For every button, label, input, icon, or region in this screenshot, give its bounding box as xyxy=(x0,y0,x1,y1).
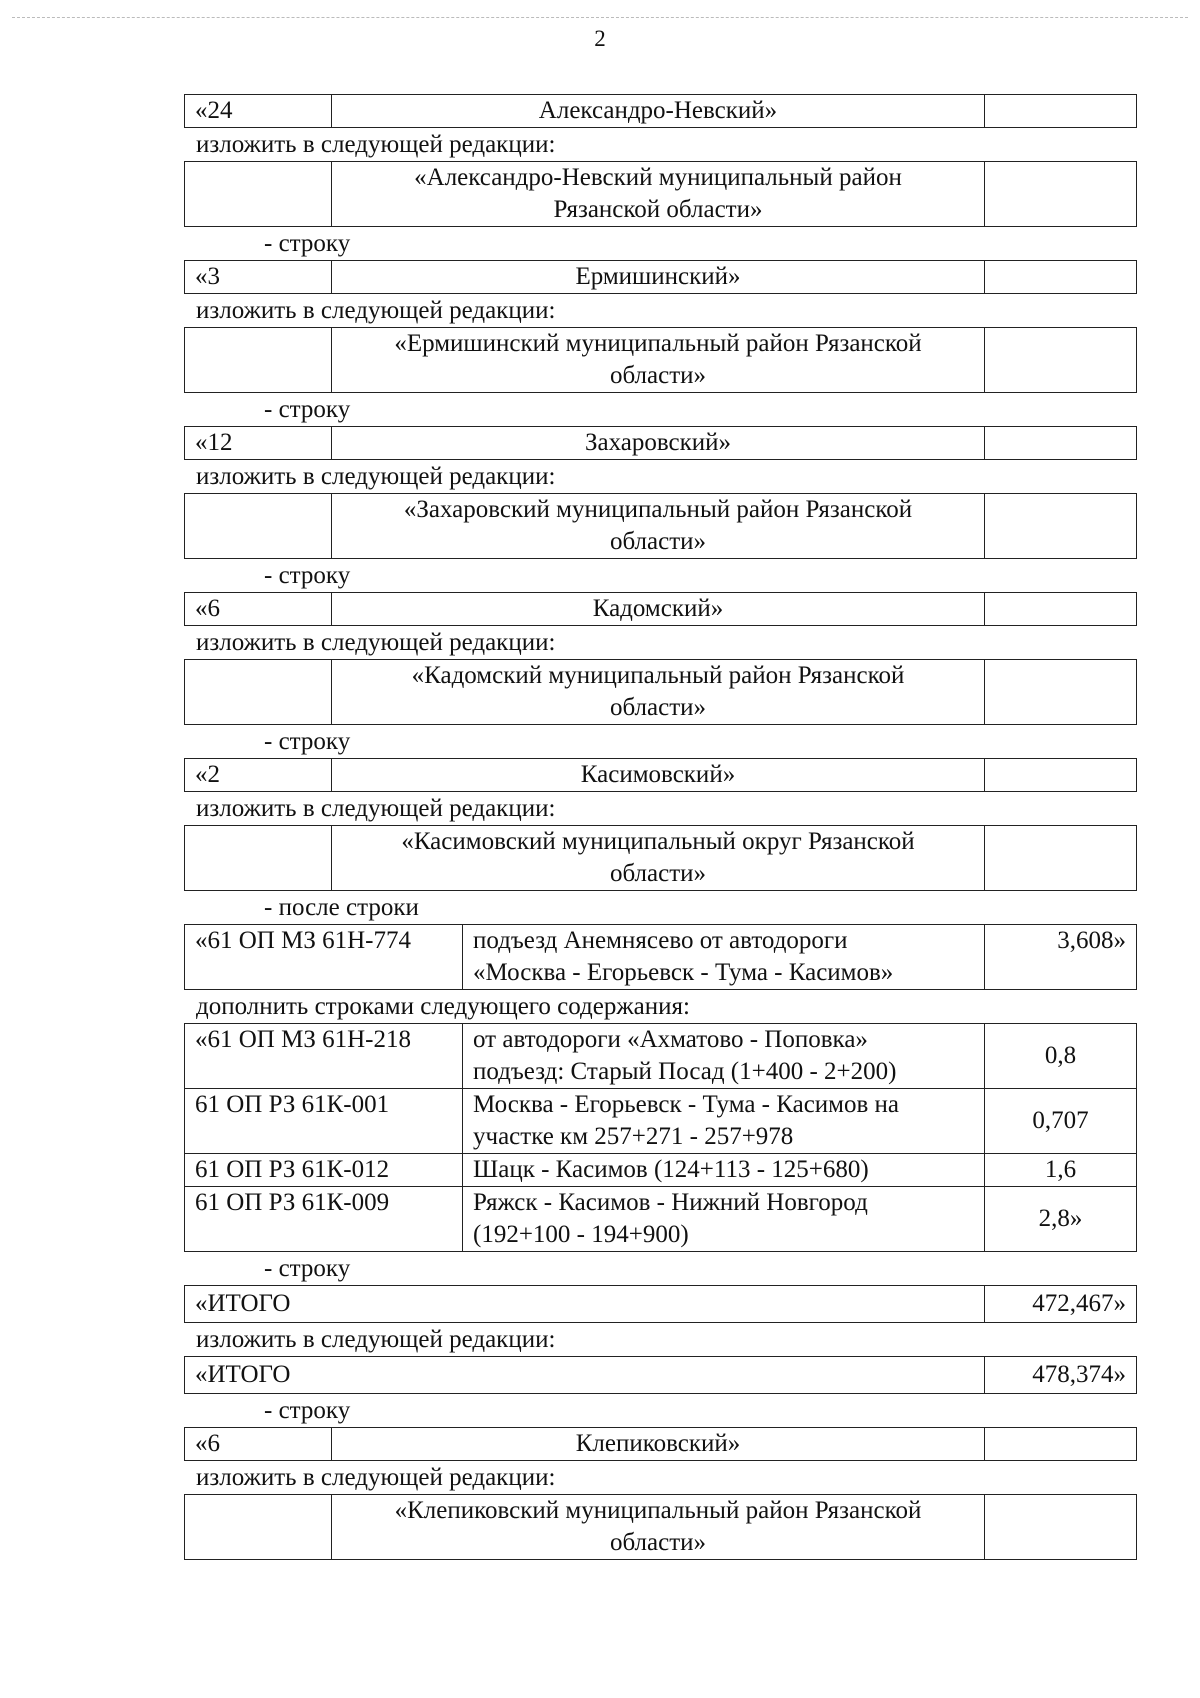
table-row xyxy=(185,328,1137,393)
empty-cell xyxy=(985,494,1137,559)
row-number: «6 xyxy=(185,593,332,626)
marker-text: - строку xyxy=(264,728,351,755)
empty-cell xyxy=(185,1495,332,1560)
new-district-name xyxy=(332,328,985,393)
marker-text: - строку xyxy=(264,396,351,423)
new-name-table xyxy=(184,161,1137,227)
road-code: «61 ОП МЗ 61Н-218 xyxy=(185,1024,463,1089)
empty-cell xyxy=(185,162,332,227)
road-length: 0,707 xyxy=(985,1089,1137,1154)
district-name: Александро-Невский» xyxy=(332,95,985,128)
road-name xyxy=(463,925,985,990)
new-district-name xyxy=(332,826,985,891)
new-name-table xyxy=(184,659,1137,725)
road-row-table xyxy=(184,924,1137,990)
name-line: участке км 257+271 - 257+978 xyxy=(473,1123,794,1150)
instruction-text: дополнить строками следующего содержания: xyxy=(196,993,690,1020)
district-row-table xyxy=(184,426,1137,460)
table-row xyxy=(185,925,1137,990)
table-row xyxy=(185,1024,1137,1089)
new-name-table xyxy=(184,327,1137,393)
name-line: от автодороги «Ахматово - Поповка» xyxy=(473,1026,868,1053)
instruction-text: изложить в следующей редакции: xyxy=(196,297,556,324)
district-name: Захаровский» xyxy=(332,427,985,460)
district-row-table xyxy=(184,94,1137,128)
empty-cell xyxy=(985,162,1137,227)
name-line: области» xyxy=(609,860,707,887)
row-value xyxy=(985,593,1137,626)
empty-cell xyxy=(185,826,332,891)
road-name xyxy=(463,1024,985,1089)
table-row xyxy=(185,494,1137,559)
road-length: 0,8 xyxy=(985,1024,1137,1089)
table-row xyxy=(185,593,1137,626)
table-row xyxy=(185,1286,1137,1323)
row-number: «12 xyxy=(185,427,332,460)
name-line: Москва - Егорьевск - Тума - Касимов на xyxy=(473,1091,900,1118)
table-row xyxy=(185,759,1137,792)
new-name-table xyxy=(184,1494,1137,1560)
road-code: 61 ОП РЗ 61К-001 xyxy=(185,1089,463,1154)
table-row xyxy=(185,1357,1137,1394)
road-code: 61 ОП РЗ 61К-012 xyxy=(185,1154,463,1187)
name-line: подъезд: Старый Посад (1+400 - 2+200) xyxy=(473,1058,897,1085)
marker-text: - после строки xyxy=(264,894,419,921)
empty-cell xyxy=(185,328,332,393)
marker-text: - строку xyxy=(264,562,351,589)
table-row xyxy=(185,1089,1137,1154)
name-line: «Захаровский муниципальный район Рязанской xyxy=(403,496,913,523)
road-name xyxy=(463,1089,985,1154)
new-name-table xyxy=(184,493,1137,559)
district-name: Кадомский» xyxy=(332,593,985,626)
total-label: «ИТОГО xyxy=(185,1286,985,1323)
instruction-text: изложить в следующей редакции: xyxy=(196,463,556,490)
table-row xyxy=(185,1495,1137,1560)
name-line: области» xyxy=(609,1529,707,1556)
empty-cell xyxy=(985,1495,1137,1560)
name-line: Рязанской области» xyxy=(553,196,763,223)
road-name xyxy=(463,1187,985,1252)
row-number: «6 xyxy=(185,1428,332,1461)
instruction-text: изложить в следующей редакции: xyxy=(196,131,556,158)
marker-text: - строку xyxy=(264,230,351,257)
marker-text: - строку xyxy=(264,1255,351,1282)
name-line: Шацк - Касимов (124+113 - 125+680) xyxy=(473,1156,869,1183)
name-line: области» xyxy=(609,694,707,721)
district-name: Ермишинский» xyxy=(332,261,985,294)
road-name xyxy=(463,1154,985,1187)
total-value: 472,467» xyxy=(985,1286,1137,1323)
row-value xyxy=(985,95,1137,128)
table-row xyxy=(185,660,1137,725)
scan-edge-line xyxy=(12,17,1188,18)
empty-cell xyxy=(985,328,1137,393)
district-row-table xyxy=(184,260,1137,294)
page-number: 2 xyxy=(594,26,606,51)
road-length: 2,8» xyxy=(985,1187,1137,1252)
name-line: «Москва - Егорьевск - Тума - Касимов» xyxy=(473,959,894,986)
new-district-name xyxy=(332,660,985,725)
new-district-name xyxy=(332,1495,985,1560)
name-line: «Ермишинский муниципальный район Рязанской xyxy=(394,330,922,357)
name-line: области» xyxy=(609,362,707,389)
empty-cell xyxy=(185,660,332,725)
empty-cell xyxy=(185,494,332,559)
name-line: Ряжск - Касимов - Нижний Новгород xyxy=(473,1189,868,1216)
district-row-table xyxy=(184,592,1137,626)
instruction-text: изложить в следующей редакции: xyxy=(196,629,556,656)
district-row-table xyxy=(184,758,1137,792)
name-line: «Клепиковский муниципальный район Рязанской xyxy=(394,1497,922,1524)
row-number: «24 xyxy=(185,95,332,128)
marker-text: - строку xyxy=(264,1397,351,1424)
name-line: области» xyxy=(609,528,707,555)
table-row xyxy=(185,826,1137,891)
instruction-text: изложить в следующей редакции: xyxy=(196,1326,556,1353)
instruction-text: изложить в следующей редакции: xyxy=(196,1464,556,1491)
table-row xyxy=(185,261,1137,294)
table-row xyxy=(185,1154,1137,1187)
road-length: 3,608» xyxy=(985,925,1137,990)
name-line: «Кадомский муниципальный район Рязанской xyxy=(411,662,905,689)
empty-cell xyxy=(985,826,1137,891)
road-length: 1,6 xyxy=(985,1154,1137,1187)
total-new-table xyxy=(184,1356,1137,1394)
document-body xyxy=(184,94,1136,1560)
name-line: подъезд Анемнясево от автодороги xyxy=(473,927,848,954)
road-code: 61 ОП РЗ 61К-009 xyxy=(185,1187,463,1252)
district-row-table xyxy=(184,1427,1137,1461)
total-value: 478,374» xyxy=(985,1357,1137,1394)
new-district-name xyxy=(332,494,985,559)
table-row xyxy=(185,1428,1137,1461)
new-district-name xyxy=(332,162,985,227)
added-roads-table xyxy=(184,1023,1137,1252)
row-value xyxy=(985,427,1137,460)
name-line: «Александро-Невский муниципальный район xyxy=(414,164,902,191)
name-line: «Касимовский муниципальный округ Рязанской xyxy=(401,828,915,855)
road-code: «61 ОП МЗ 61Н-774 xyxy=(185,925,463,990)
row-number: «2 xyxy=(185,759,332,792)
table-row xyxy=(185,1187,1137,1252)
instruction-text: изложить в следующей редакции: xyxy=(196,795,556,822)
district-name: Клепиковский» xyxy=(332,1428,985,1461)
table-row xyxy=(185,427,1137,460)
row-value xyxy=(985,1428,1137,1461)
new-name-table xyxy=(184,825,1137,891)
district-name: Касимовский» xyxy=(332,759,985,792)
empty-cell xyxy=(985,660,1137,725)
name-line: (192+100 - 194+900) xyxy=(473,1221,689,1248)
table-row xyxy=(185,162,1137,227)
row-value xyxy=(985,759,1137,792)
table-row xyxy=(185,95,1137,128)
total-label: «ИТОГО xyxy=(185,1357,985,1394)
row-number: «3 xyxy=(185,261,332,294)
total-old-table xyxy=(184,1285,1137,1323)
row-value xyxy=(985,261,1137,294)
